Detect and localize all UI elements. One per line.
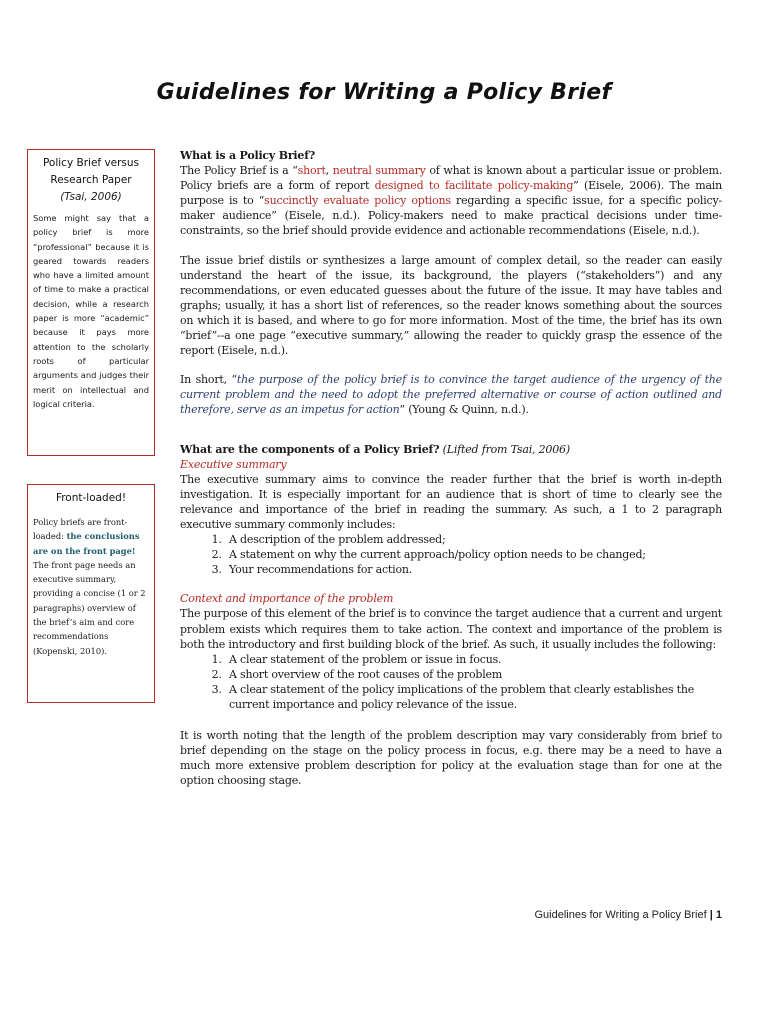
sidebar-highlight: the conclusions are on the front page! bbox=[33, 531, 140, 556]
list-item: 2. A short overview of the root causes of the problem bbox=[225, 667, 722, 682]
paragraph: It is worth noting that the length of the problem description may vary considerably from brief to brief depending on the stage on the policy process in focus, e.g. there may be a need to have a much more extensive problem description for policy at the evaluation stage than for one at the option choosing stage. bbox=[180, 729, 722, 788]
section-components bbox=[180, 442, 722, 789]
sidebar-body: Some might say that a policy brief is more “professional” because it is geared towards readers who have a limited amount of time to make a practical decision, while a research paper is more “academic” because it pays more attention to the scholarly roots of particular arguments and judges their merit on intellectual and logical criteria. bbox=[33, 213, 149, 409]
subsection-heading: Context and importance of the problem bbox=[180, 592, 394, 606]
footer-text: Guidelines for Writing a Policy Brief bbox=[534, 909, 707, 921]
highlight-text: neutral summary bbox=[332, 164, 426, 178]
sidebar-box-policy-vs-research bbox=[27, 149, 155, 456]
main-content bbox=[180, 148, 722, 802]
body-text: ” (Young & Quinn, n.d.). bbox=[399, 403, 529, 417]
list-item: 3. A clear statement of the policy implications of the problem that clearly establishes the current importance and policy relevance of the issue. bbox=[225, 682, 722, 712]
highlight-text: succinctly evaluate policy options bbox=[264, 194, 451, 208]
list-item: 2. A statement on why the current approach/policy option needs to be changed; bbox=[225, 547, 722, 562]
sidebar-heading: Policy Brief versus Research Paper bbox=[42, 157, 140, 186]
document-title: Guidelines for Writing a Policy Brief bbox=[156, 80, 612, 105]
section-heading: What are the components of a Policy Brief? bbox=[180, 442, 440, 456]
sidebar-text: The front page needs an executive summary, providing a concise (1 or 2 paragraphs) overview of the brief’s aim and core recommendations (Kopenski, 2010). bbox=[33, 559, 146, 656]
list-item: 1. A description of the problem addressed; bbox=[225, 532, 722, 547]
list-item: 3. Your recommendations for action. bbox=[225, 562, 722, 577]
highlight-text: short bbox=[297, 164, 326, 178]
subsection-heading: Executive summary bbox=[180, 457, 287, 471]
section-heading-row bbox=[180, 442, 722, 457]
context-list bbox=[180, 652, 722, 712]
body-text: , bbox=[325, 164, 333, 178]
page-number: 1 bbox=[715, 909, 722, 921]
list-item: 1. A clear statement of the problem or issue in focus. bbox=[225, 652, 722, 667]
paragraph: The purpose of this element of the brief is to convince the target audience that a current and urgent problem exists which requires them to take action. The context and importance of the problem is both the introductory and first building block of the brief. As such, it usually includes the following: bbox=[180, 607, 722, 651]
subsection-context bbox=[180, 591, 722, 712]
body-text: regarding a specific issue, for a specific policy-maker audience” (Eisele, n.d.). Policy-makers need to make practical decisions under time-constraints, so the brief should provide evidence and actionable recommendations (Eisele, n.d.). bbox=[180, 194, 723, 238]
body-text: of what is known about a particular issue or problem. Policy briefs are a form of report bbox=[180, 164, 722, 193]
body-text: The Policy Brief is a “ bbox=[180, 164, 298, 178]
footer-separator: | bbox=[706, 909, 716, 921]
paragraph: The executive summary aims to convince the reader further that the brief is worth in-depth investigation. It is especially important for an audience that is short of time to clearly see the relevance and importance of the brief in reading the summary. As such, a 1 to 2 paragraph executive summary commonly includes: bbox=[180, 472, 722, 531]
body-text: In short, “ bbox=[180, 373, 237, 387]
sidebar-box-front-loaded bbox=[27, 484, 155, 703]
section-heading: What is a Policy Brief? bbox=[180, 149, 315, 162]
exec-summary-list bbox=[180, 532, 722, 577]
sidebar-body bbox=[33, 515, 149, 658]
quote-text: the purpose of the policy brief is to convince the target audience of the urgency of the current problem and the need to adopt the preferred alternative or course of action outlined and therefore, serve as an impetus for action bbox=[180, 373, 722, 417]
paragraph: The issue brief distils or synthesizes a large amount of complex detail, so the reader can easily understand the heart of the issue, its background, the players (“stakeholders”) and any recommendations, or even educated guesses about the future of the issue. It may have tables and graphs; usually, it has a short list of references, so the reader knows something about the sources on which it is based, and where to go for more information. Most of the time, the brief has its own “brief”--a one page “executive summary,” allowing the reader to quickly grasp the essence of the report (Eisele, n.d.). bbox=[180, 253, 722, 358]
body-text: ” (Eisele, 2006). The main purpose is to “ bbox=[180, 179, 723, 208]
sidebar-heading: Front-loaded! bbox=[55, 492, 127, 504]
sidebar-citation: (Tsai, 2006) bbox=[60, 191, 122, 203]
section-what-is bbox=[180, 148, 722, 239]
sidebar-text: Policy briefs are front-loaded: bbox=[33, 517, 128, 542]
page-footer bbox=[534, 909, 722, 921]
paragraph-quote bbox=[180, 372, 722, 417]
highlight-text: designed to facilitate policy-making bbox=[374, 179, 574, 193]
section-heading-note: (Lifted from Tsai, 2006) bbox=[439, 442, 570, 456]
